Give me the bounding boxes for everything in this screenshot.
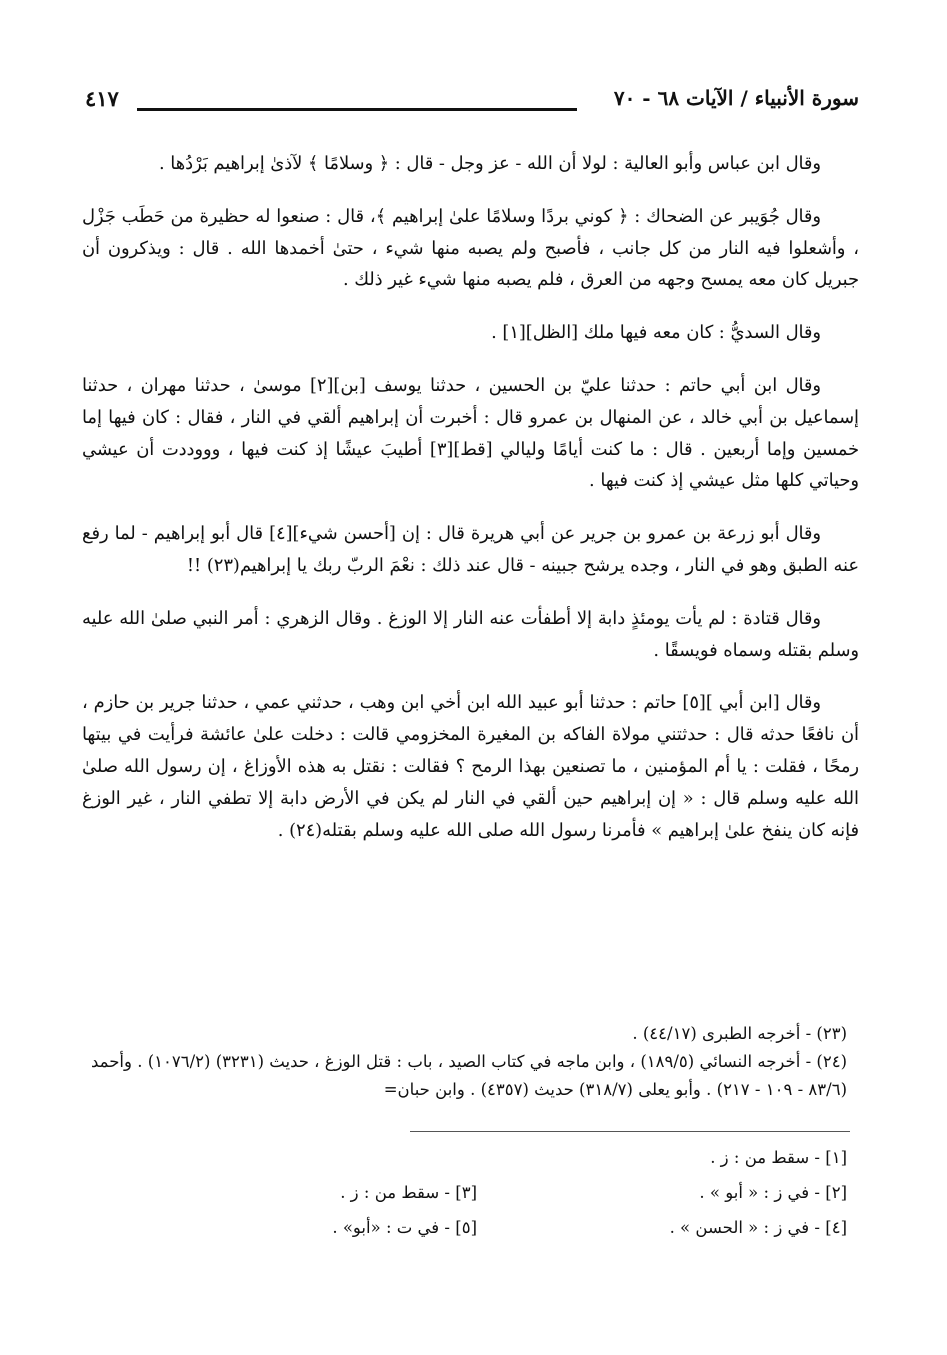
main-text xyxy=(82,148,859,867)
footnote-divider xyxy=(410,1131,850,1132)
variant-note: [٥] - في ت : «أبو» . xyxy=(332,1218,477,1237)
paragraph: وقال ابن عباس وأبو العالية : لولا أن الله - عز وجل - قال : ﴿ وسلامًا ﴾ لآذىٰ إبراهيم بَرْدُها . xyxy=(159,153,821,174)
running-title: سورة الأنبياء / الآيات ٦٨ - ٧٠ xyxy=(613,86,859,110)
paragraph: وقال أبو زرعة بن عمرو بن جرير عن أبي هريرة قال : إن [أحسن شيء][٤] قال أبو إبراهيم - لما رفع عنه الطبق وهو في النار ، وجده يرشح جبينه - قال عند ذلك : نعْمَ الربّ ربك يا إبراهيم(٢٣) !! xyxy=(82,523,859,576)
paragraph: وقال ابن أبي حاتم : حدثنا عليّ بن الحسين ، حدثنا يوسف [بن][٢] موسىٰ ، حدثنا مهران ، حدثنا إسماعيل بن أبي خالد ، عن المنهال بن عمرو قال : أخبرت أن إبراهيم ألقي في النار ، فقال : كان فيها إما خمسين وإما أربعين . قال : ما كنت أيامًا وليالي [قط][٣] أطيبَ عيشًا إذ كنت فيها ، وووددت أن عيشي وحياتي كلها مثل عيشي إذ كنت فيها . xyxy=(82,374,859,492)
variant-note: [٣] - سقط من : ز . xyxy=(340,1183,477,1202)
variant-note: [٤] - في ز : « الحسن » . xyxy=(669,1218,847,1237)
variant-row xyxy=(82,1210,847,1245)
variant-row xyxy=(82,1140,847,1175)
variant-note xyxy=(107,1140,477,1175)
paragraph: وقال جُوَيبر عن الضحاك : ﴿ كوني بردًا وسلامًا علىٰ إبراهيم ﴾، قال : صنعوا له حظيرة من حَطَب جَزْل ، وأشعلوا فيه النار من كل جانب ، فأصبح ولم يصبه منها شيء ، حتىٰ أخمدها الله . قال : ويذكرون أن جبريل كان معه يمسح وجهه من العرق ، فلم يصبه منها شيء غير ذلك . xyxy=(82,205,859,291)
paragraph: وقال السديُّ : كان معه فيها ملك [الظل][١] . xyxy=(491,322,821,344)
page-number: ٤١٧ xyxy=(85,86,119,111)
paragraph: وقال [ابن أبي ][٥] حاتم : حدثنا أبو عبيد الله ابن أخي ابن وهب ، حدثني عمي ، حدثنا جرير بن حازم ، أن نافعًا حدثه قال : حدثتني مولاة الفاكه بن المغيرة المخزومي قالت : دخلت علىٰ عائشة فرأيت في بيتها رمحًا ، فقلت : يا أم المؤمنين ، ما تصنعين بهذا الرمح ؟ فقالت : نقتل به هذه الأوزاغ ، إن رسول الله صلىٰ الله عليه وسلم قال : « إن إبراهيم حين ألقي في النار لم يكن في الأرض دابة إلا تطفي النار ، غير الوزغ فإنه كان ينفخ علىٰ إبراهيم » فأمرنا رسول الله صلى الله عليه وسلم بقتله(٢٤) . xyxy=(82,692,859,841)
running-head xyxy=(85,80,859,120)
manuscript-variants xyxy=(82,1140,847,1245)
variant-note: [٢] - في ز : « أبو » . xyxy=(699,1183,847,1202)
variant-note: [١] - سقط من : ز . xyxy=(710,1148,847,1167)
header-rule xyxy=(137,108,577,111)
footnote: (٢٤) - أخرجه النسائي (١٨٩/٥) ، وابن ماجه في كتاب الصيد ، باب : قتل الوزغ ، حديث (٣٢٣١) (١٠٧٦/٢) . وأحمد (٨٣/٦ - ١٠٩ - ٢١٧) . وأبو يعلى (٣١٨/٧) حديث (٤٣٥٧) . وابن حبان= xyxy=(91,1052,847,1099)
hadith-footnotes xyxy=(82,1020,847,1104)
variant-row xyxy=(82,1175,847,1210)
footnote: (٢٣) - أخرجه الطبرى (٤٤/١٧) . xyxy=(632,1024,847,1043)
paragraph: وقال قتادة : لم يأت يومئذٍ دابة إلا أطفأت عنه النار إلا الوزغ . وقال الزهري : أمر النبي صلىٰ الله عليه وسلم بقتله وسماه فويسقًا . xyxy=(82,607,859,661)
